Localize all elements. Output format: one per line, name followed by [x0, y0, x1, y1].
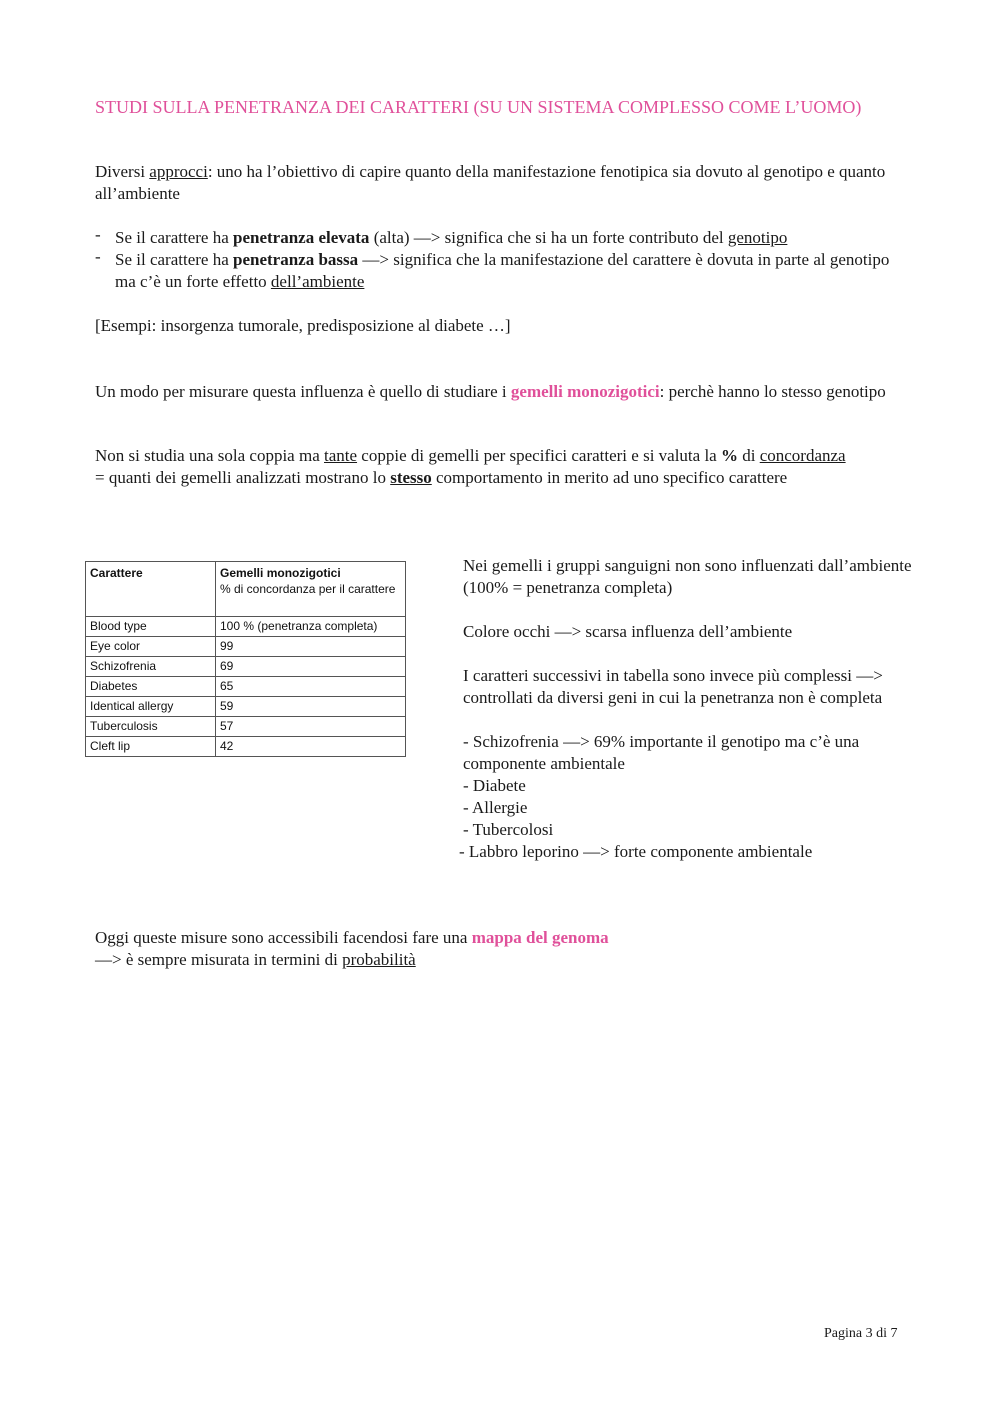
- penetrance-bullets: [95, 227, 910, 293]
- cell-concordance: 65: [216, 677, 406, 697]
- cell-concordance: 99: [216, 637, 406, 657]
- list-item: - Tubercolosi: [463, 820, 554, 839]
- table-row: [86, 657, 406, 677]
- intro-pre: Diversi: [95, 162, 150, 181]
- trait-list: [459, 731, 918, 863]
- intro-paragraph: [95, 161, 910, 205]
- page-number: Pagina 3 di 7: [824, 1326, 898, 1341]
- conc-mid: coppie di gemelli per specifici caratteri e si valuta la: [357, 446, 721, 465]
- conc-di: di: [737, 446, 760, 465]
- cell-trait: Blood type: [86, 617, 216, 637]
- bullet-dash: -: [95, 247, 101, 266]
- header-subtitle: % di concordanza per il carattere: [220, 582, 396, 596]
- b2-bold: penetranza bassa: [233, 250, 359, 269]
- table-row: [86, 677, 406, 697]
- genome-line2: —> è sempre misurata in termini di: [95, 950, 343, 969]
- twins-pre: Un modo per misurare questa influenza è quello di studiare i: [95, 382, 511, 401]
- genome-probabilita: probabilità: [342, 950, 416, 969]
- table-row: [86, 697, 406, 717]
- note-blood: Nei gemelli i gruppi sanguigni non sono influenzati dall’ambiente (100% = penetranza completa): [463, 556, 912, 597]
- cell-trait: Schizofrenia: [86, 657, 216, 677]
- bullet-low-penetrance: [95, 249, 910, 293]
- table-header-trait: Carattere: [86, 562, 216, 617]
- conc-tante: tante: [324, 446, 358, 465]
- list-item: - Schizofrenia —> 69% importante il genotipo ma c’è una componente ambientale: [463, 732, 860, 773]
- b1-underlined: genotipo: [727, 228, 788, 247]
- note-eyes: Colore occhi —> scarsa influenza dell’ambiente: [463, 622, 793, 641]
- note-complex: I caratteri successivi in tabella sono invece più complessi —> controllati da diversi geni in cui la penetranza non è completa: [463, 666, 883, 707]
- cell-trait: Cleft lip: [86, 737, 216, 757]
- cell-concordance: 42: [216, 737, 406, 757]
- cell-concordance: 100 % (penetranza completa): [216, 617, 406, 637]
- table-row: [86, 737, 406, 757]
- list-item: - Labbro leporino —> forte componente ambientale: [459, 842, 813, 861]
- approcci-underlined: approcci: [149, 162, 208, 181]
- cell-trait: Eye color: [86, 637, 216, 657]
- bullet-dash: -: [95, 225, 101, 244]
- header-title: Gemelli monozigotici: [220, 566, 341, 580]
- genome-pre: Oggi queste misure sono accessibili facendosi fare una: [95, 928, 472, 947]
- conc-pre: Non si studia una sola coppia ma: [95, 446, 324, 465]
- list-item: - Diabete: [463, 776, 526, 795]
- table-header-row: [86, 562, 406, 617]
- twins-post: : perchè hanno lo stesso genotipo: [659, 382, 886, 401]
- concordance-table: [85, 561, 406, 757]
- section-title: STUDI SULLA PENETRANZA DEI CARATTERI (SU UN SISTEMA COMPLESSO COME L’UOMO): [95, 97, 862, 117]
- examples-text: [Esempi: insorgenza tumorale, predisposizione al diabete …]: [95, 316, 511, 335]
- twins-highlight: gemelli monozigotici: [510, 382, 660, 401]
- intro-post: : uno ha l’obiettivo di capire quanto della manifestazione fenotipica sia dovuto al genotipo e quanto all’ambiente: [95, 162, 886, 203]
- b2-underlined: dell’ambiente: [270, 272, 365, 291]
- cell-concordance: 57: [216, 717, 406, 737]
- cell-concordance: 59: [216, 697, 406, 717]
- cell-trait: Identical allergy: [86, 697, 216, 717]
- b1-bold: penetranza elevata: [233, 228, 370, 247]
- b1-mid: (alta) —> significa che si ha un forte contributo del: [369, 228, 728, 247]
- conc-stesso: stesso: [390, 468, 432, 487]
- list-item: - Allergie: [463, 798, 528, 817]
- genome-paragraph: [95, 927, 910, 971]
- table-row: [86, 617, 406, 637]
- bullet-high-penetrance: [95, 227, 910, 249]
- b2-mid: —> significa che la manifestazione del carattere è dovuta in parte al genotipo ma c’è un forte effetto: [115, 250, 890, 291]
- cell-concordance: 69: [216, 657, 406, 677]
- genome-highlight: mappa del genoma: [471, 928, 609, 947]
- conc-def-pre: = quanti dei gemelli analizzati mostrano lo: [95, 468, 391, 487]
- table-row: [86, 637, 406, 657]
- cell-trait: Tuberculosis: [86, 717, 216, 737]
- table-header-concordance: [216, 562, 406, 617]
- table-body: [86, 617, 406, 757]
- right-column-notes: [459, 555, 918, 863]
- cell-trait: Diabetes: [86, 677, 216, 697]
- conc-def-post: comportamento in merito ad uno specifico carattere: [431, 468, 788, 487]
- b1-pre: Se il carattere ha: [115, 228, 233, 247]
- b2-pre: Se il carattere ha: [115, 250, 233, 269]
- table-row: [86, 717, 406, 737]
- concordance-paragraph: [95, 445, 910, 489]
- conc-percent: %: [720, 446, 738, 465]
- conc-concordanza: concordanza: [759, 446, 846, 465]
- twins-paragraph: [95, 381, 910, 403]
